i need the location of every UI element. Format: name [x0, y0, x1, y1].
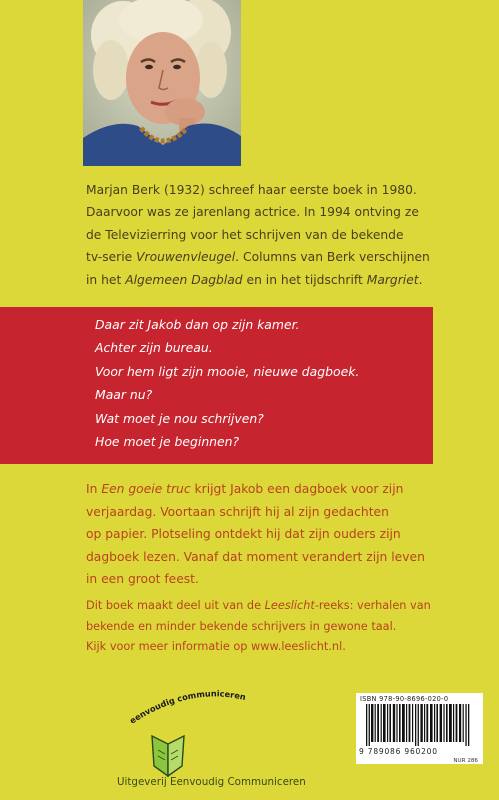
story-line — [86, 478, 476, 501]
bio-line — [86, 269, 486, 291]
bio-line: Daarvoor was ze jarenlang actrice. In 1994 ontving ze — [86, 205, 419, 220]
publisher-name: Uitgeverij Eenvoudig Communiceren — [117, 776, 306, 788]
quote-line: Achter zijn bureau. — [95, 340, 213, 356]
series-text: -reeks: verhalen van — [314, 599, 431, 612]
bio-text: en in het tijdschrift — [242, 272, 367, 287]
series-line: Kijk voor meer informatie op www.leeslicht.nl. — [86, 640, 346, 654]
bio-line — [86, 246, 486, 268]
bio-text: . Columns van Berk verschijnen — [235, 250, 430, 265]
bio-line: Marjan Berk (1932) schreef haar eerste boek in 1980. — [86, 183, 417, 197]
story-line: dagboek lezen. Vanaf dat moment verandert zijn leven — [86, 549, 425, 564]
bio-line: de Televizierring voor het schrijven van de bekende — [86, 227, 404, 242]
story-line: verjaardag. Voortaan schrijft hij al zijn gedachten — [86, 504, 389, 519]
story-blurb — [86, 478, 476, 591]
story-text: In — [86, 482, 102, 496]
bio-text: tv-serie — [86, 250, 137, 265]
bio-newspaper-title: Algemeen Dagblad — [125, 272, 243, 287]
story-line: in een groot feest. — [86, 572, 199, 587]
open-book-icon — [152, 736, 184, 776]
series-text: Dit boek maakt deel uit van de — [86, 599, 265, 612]
quote-text — [95, 313, 359, 453]
author-photo — [83, 0, 241, 166]
quote-line: Maar nu? — [95, 387, 153, 403]
barcode-panel — [356, 693, 483, 764]
bio-text: . — [418, 272, 423, 287]
story-text: krijgt Jakob een dagboek voor zijn — [190, 482, 404, 496]
quote-line: Hoe moet je beginnen? — [95, 434, 240, 450]
bio-magazine-title: Margriet — [366, 272, 419, 287]
barcode-digits: 9 789086 960200 — [359, 747, 438, 756]
quote-line: Daar zit Jakob dan op zijn kamer. — [95, 317, 300, 332]
publisher-logo — [120, 688, 270, 780]
quote-line: Wat moet je nou schrijven? — [95, 410, 264, 426]
bio-tv-series-title: Vrouwenvleugel — [136, 250, 236, 265]
bio-text: in het — [86, 272, 126, 287]
isbn-number: ISBN 978-90-8696-020-0 — [360, 695, 449, 703]
quote-line: Voor hem ligt zijn mooie, nieuwe dagboek. — [95, 363, 360, 379]
series-name: Leeslicht — [264, 599, 315, 612]
nur-code: NUR 286 — [453, 758, 478, 764]
series-line — [86, 596, 486, 617]
book-title: Een goeie truc — [101, 482, 191, 496]
logo-arc-text: eenvoudig communiceren — [127, 688, 247, 726]
series-info — [86, 596, 486, 658]
story-line: op papier. Plotseling ontdekt hij dat zijn ouders zijn — [86, 527, 401, 542]
series-line: bekende en minder bekende schrijvers in gewone taal. — [86, 619, 397, 633]
author-bio — [86, 179, 486, 291]
barcode-bars — [360, 704, 478, 746]
